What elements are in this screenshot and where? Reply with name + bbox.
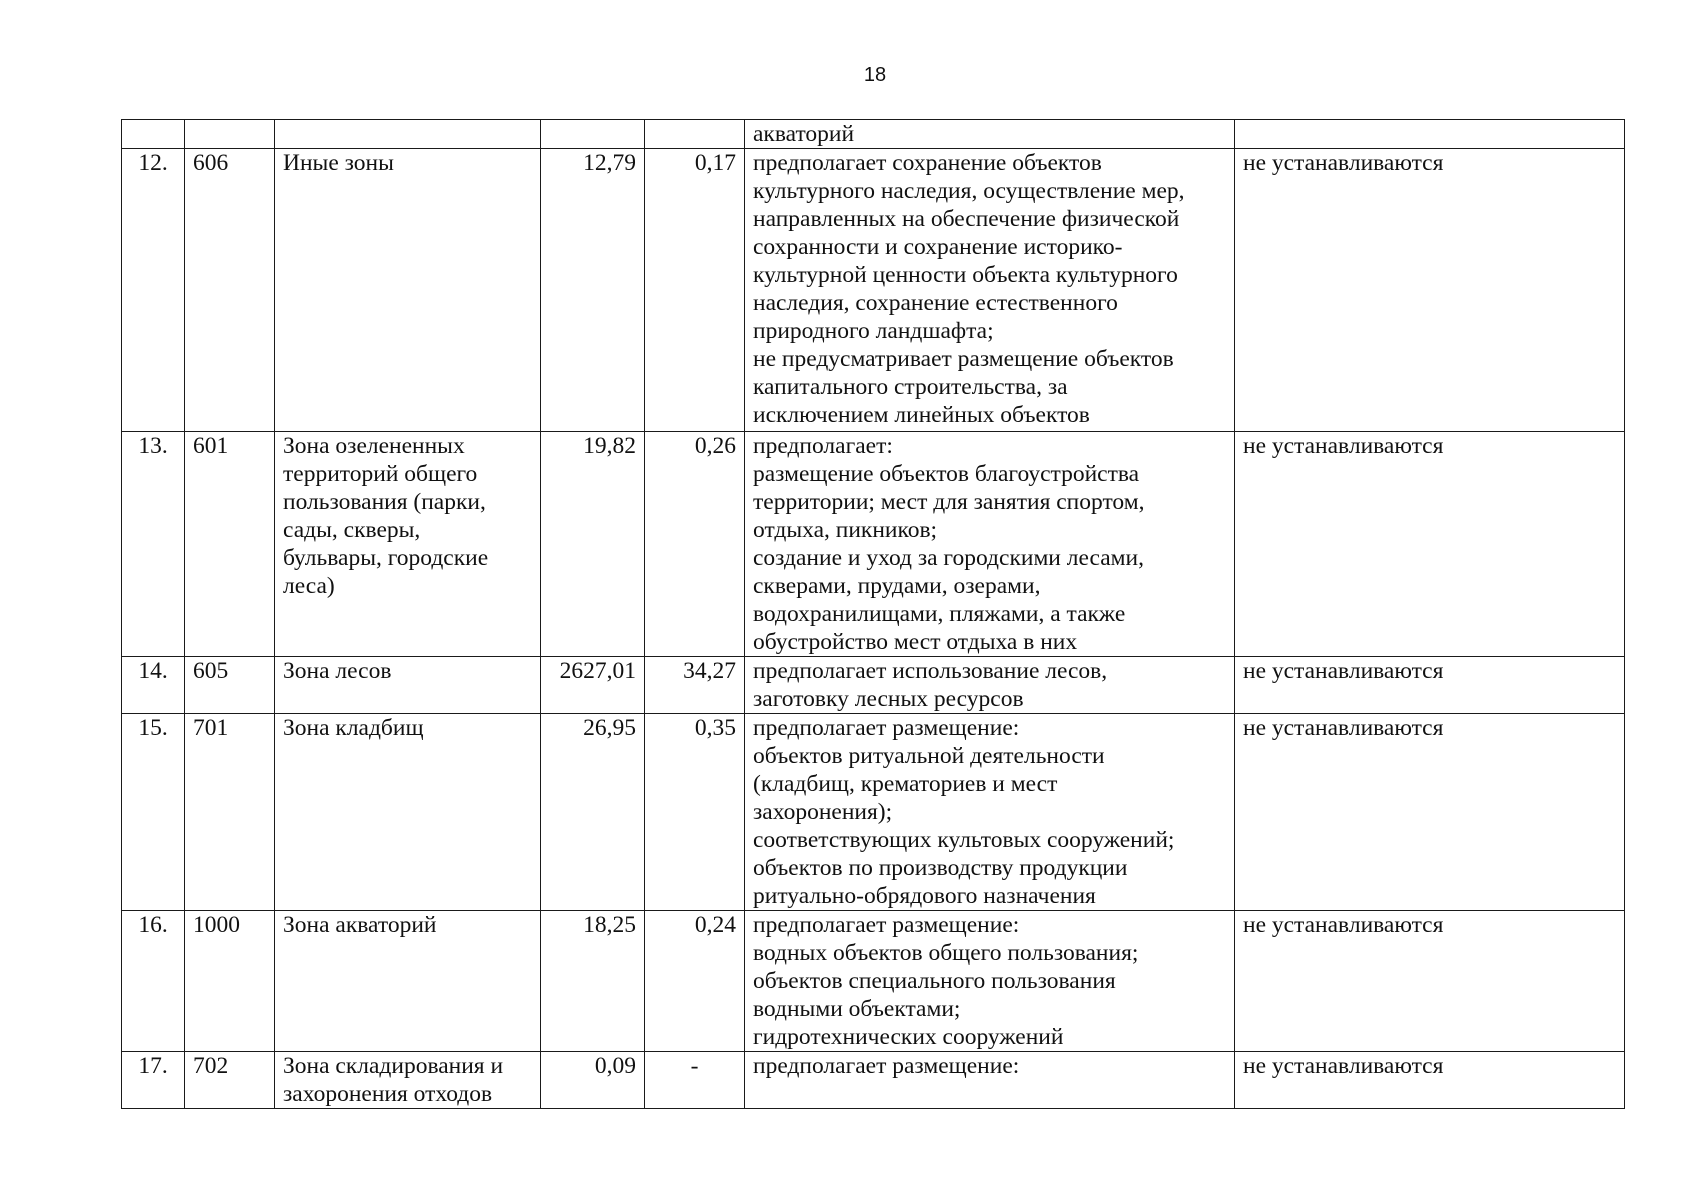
zones-table [121,119,1625,1109]
description-cell: предполагает использование лесов, заготовку лесных ресурсов [745,657,1235,714]
restrictions-cell: не устанавливаются [1235,911,1625,1052]
share-cell: 0,35 [645,714,745,911]
area-cell: 2627,01 [541,657,645,714]
restrictions-cell: не устанавливаются [1235,432,1625,657]
zone-name-cell: Зона складирования и захоронения отходов [275,1052,541,1109]
zone-code-cell: 1000 [185,911,275,1052]
zone-name-cell: Зона озелененных территорий общего пользования (парки, сады, скверы, бульвары, городские леса) [275,432,541,657]
zone-name-cell: Иные зоны [275,149,541,432]
row-number-cell: 12. [122,149,185,432]
zone-name-cell [275,120,541,149]
row-number-cell: 13. [122,432,185,657]
row-number-cell: 17. [122,1052,185,1109]
zone-name-cell: Зона лесов [275,657,541,714]
restrictions-cell: не устанавливаются [1235,149,1625,432]
description-cell: предполагает размещение: водных объектов общего пользования; объектов специального пользования водными объектами; гидротехнических сооружений [745,911,1235,1052]
share-cell: 0,26 [645,432,745,657]
share-cell: 0,17 [645,149,745,432]
share-cell [645,120,745,149]
row-number-cell: 16. [122,911,185,1052]
description-cell: предполагает сохранение объектов культурного наследия, осуществление мер, направленных на обеспечение физической сохранности и сохранение историко- культурной ценности объекта культурного наследия, сохранение естественного природного ландшафта; не предусматривает размещение объектов капитального строительства, за исключением линейных объектов [745,149,1235,432]
description-cell: предполагает размещение: [745,1052,1235,1109]
area-cell: 12,79 [541,149,645,432]
row-number-cell [122,120,185,149]
share-cell: 0,24 [645,911,745,1052]
page-number: 18 [863,64,887,86]
zone-name-cell: Зона акваторий [275,911,541,1052]
area-cell: 26,95 [541,714,645,911]
share-cell: 34,27 [645,657,745,714]
restrictions-cell [1235,120,1625,149]
description-cell: акваторий [745,120,1235,149]
table-row [122,1052,1625,1109]
share-cell: - [645,1052,745,1109]
area-cell: 18,25 [541,911,645,1052]
description-cell: предполагает размещение: объектов ритуальной деятельности (кладбищ, крематориев и мест захоронения); соответствующих культовых сооружений; объектов по производству продукции ритуально-обрядового назначения [745,714,1235,911]
zone-code-cell: 601 [185,432,275,657]
zone-code-cell: 701 [185,714,275,911]
zone-name-cell: Зона кладбищ [275,714,541,911]
restrictions-cell: не устанавливаются [1235,657,1625,714]
zone-code-cell: 606 [185,149,275,432]
table-row [122,120,1625,149]
row-number-cell: 14. [122,657,185,714]
description-cell: предполагает: размещение объектов благоустройства территории; мест для занятия спортом, отдыха, пикников; создание и уход за городскими лесами, скверами, прудами, озерами, водохранилищами, пляжами, а также обустройство мест отдыха в них [745,432,1235,657]
table-row [122,911,1625,1052]
table-row [122,432,1625,657]
restrictions-cell: не устанавливаются [1235,1052,1625,1109]
zone-code-cell: 605 [185,657,275,714]
area-cell: 19,82 [541,432,645,657]
zone-code-cell [185,120,275,149]
area-cell: 0,09 [541,1052,645,1109]
row-number-cell: 15. [122,714,185,911]
table-row [122,149,1625,432]
table-row [122,714,1625,911]
zone-code-cell: 702 [185,1052,275,1109]
table-row [122,657,1625,714]
restrictions-cell: не устанавливаются [1235,714,1625,911]
area-cell [541,120,645,149]
